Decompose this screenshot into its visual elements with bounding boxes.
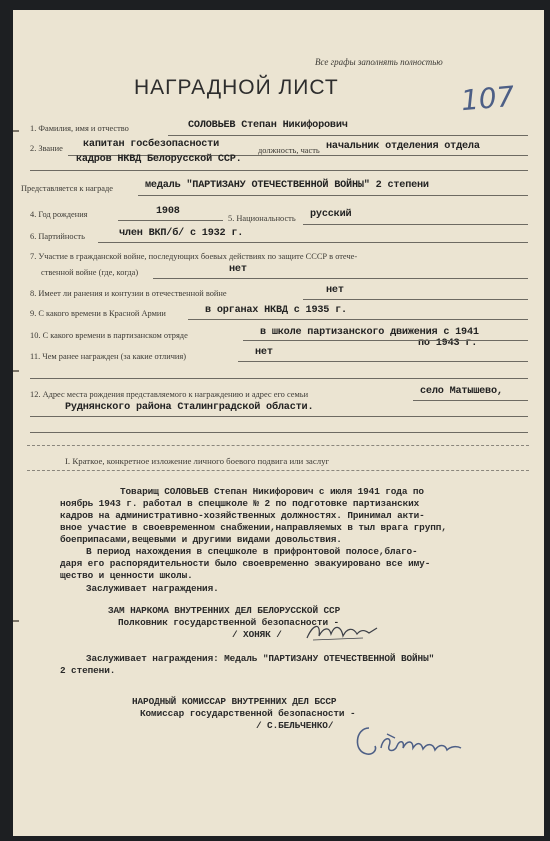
field-rule — [30, 432, 528, 433]
field-rule — [98, 242, 528, 243]
decision-line: Заслуживает награждения: Медаль "ПАРТИЗАНУ ОТЕЧЕСТВЕННОЙ ВОЙНЫ" — [86, 653, 435, 664]
field-2b-label: должность, часть — [258, 146, 320, 155]
section-divider — [27, 470, 529, 471]
signer-2-title: НАРОДНЫЙ КОМИССАР ВНУТРЕННИХ ДЕЛ БССР — [132, 696, 337, 707]
field-4-value: 1908 — [156, 206, 180, 217]
field-10-value-b: по 1943 г. — [418, 338, 478, 349]
field-4-label: 4. Год рождения — [30, 210, 88, 219]
binding-mark — [13, 620, 19, 622]
field-1-label: 1. Фамилия, имя и отчество — [30, 124, 129, 133]
field-rule — [30, 416, 528, 417]
signature-2 — [351, 722, 469, 764]
signature-1 — [303, 618, 381, 644]
field-rule — [303, 299, 528, 300]
field-2-value: капитан госбезопасности — [83, 139, 220, 150]
field-5-value: русский — [310, 209, 352, 220]
field-7-value: нет — [229, 264, 247, 275]
signer-1-name: / ХОНЯК / — [232, 629, 282, 640]
body-line: кадров на административно-хозяйственных должностях. Принимал акти- — [60, 510, 425, 521]
body-line: Заслуживает награждения. — [86, 583, 219, 594]
field-5-label: 5. Национальность — [228, 214, 296, 223]
field-rule — [188, 319, 528, 320]
body-line: боеприпасами,вещевыми и другими видами довольствия. — [60, 534, 342, 545]
field-rule — [413, 400, 528, 401]
field-rule — [303, 224, 528, 225]
field-12-value: село Матышево, — [420, 386, 503, 397]
field-rule — [138, 195, 528, 196]
award-sheet — [13, 10, 544, 836]
fill-note: Все графы заполнять полностью — [315, 57, 443, 67]
field-8-label: 8. Имеет ли ранения и контузии в отечественной войне — [30, 289, 227, 298]
field-10-label: 10. С какого времени в партизанском отряде — [30, 331, 188, 340]
body-line: даря его распорядительности было своевременно эвакуировано все иму- — [60, 558, 431, 569]
body-line: щество и ценности школы. — [60, 570, 193, 581]
field-rule — [30, 170, 528, 171]
field-2b-value: начальник отделения отдела — [326, 141, 480, 152]
field-rule — [153, 278, 528, 279]
field-12-value-b: Руднянского района Сталинградской области. — [65, 402, 314, 413]
body-line: В период нахождения в спецшколе в прифронтовой полосе,благо- — [86, 546, 418, 557]
field-6-value: член ВКП/б/ с 1932 г. — [119, 228, 244, 239]
field-1-value: СОЛОВЬЕВ Степан Никифорович — [188, 120, 348, 131]
signer-2-rank: Комиссар государственной безопасности - — [140, 708, 356, 719]
archive-number: 107 — [459, 79, 516, 118]
field-rule — [118, 220, 223, 221]
body-line: вное участие в своевременном снабжении,направляемых в тыл врага групп, — [60, 522, 447, 533]
field-3-value: медаль "ПАРТИЗАНУ ОТЕЧЕСТВЕННОЙ ВОЙНЫ" 2 степени — [145, 180, 429, 191]
field-2-label: 2. Звание — [30, 144, 63, 153]
signer-1-title: ЗАМ НАРКОМА ВНУТРЕННИХ ДЕЛ БЕЛОРУССКОЙ ССР — [108, 605, 341, 616]
field-2c-value: кадров НКВД Белорусской ССР. — [76, 154, 242, 165]
field-12-label: 12. Адрес места рождения представляемого к награждению и адрес его семьи — [30, 390, 309, 399]
field-7-label: 7. Участие в гражданской войне, последующих боевых действиях по защите СССР в отече- — [30, 252, 358, 261]
binding-mark — [13, 370, 19, 372]
field-11-value: нет — [255, 347, 273, 358]
page-title: НАГРАДНОЙ ЛИСТ — [134, 76, 339, 99]
field-11-label: 11. Чем ранее награжден (за какие отличия) — [30, 352, 187, 361]
signer-1-rank: Полковник государственной безопасности - — [118, 617, 340, 628]
field-6-label: 6. Партийность — [30, 232, 85, 241]
section-heading: I. Краткое, конкретное изложение личного боевого подвига или заслуг — [65, 456, 330, 466]
body-line: ноябрь 1943 г. работал в спецшколе № 2 по подготовке партизанских — [60, 498, 420, 509]
field-10-value: в школе партизанского движения с 1941 — [260, 327, 479, 338]
field-9-label: 9. С какого времени в Красной Армии — [30, 309, 166, 318]
signer-2-name: / С.БЕЛЬЧЕНКО/ — [256, 720, 334, 731]
field-rule — [168, 135, 528, 136]
section-divider — [27, 445, 529, 446]
field-8-value: нет — [326, 285, 344, 296]
field-3-label: Представляется к награде — [21, 184, 113, 193]
field-rule — [243, 340, 528, 341]
field-rule — [238, 361, 528, 362]
body-line: Товарищ СОЛОВЬЕВ Степан Никифорович с июля 1941 года по — [120, 486, 424, 497]
decision-line: 2 степени. — [60, 665, 116, 676]
field-7-label-b: ственной войне (где, когда) — [41, 268, 139, 277]
binding-mark — [13, 130, 19, 132]
field-rule — [30, 378, 528, 379]
field-9-value: в органах НКВД с 1935 г. — [205, 305, 347, 316]
